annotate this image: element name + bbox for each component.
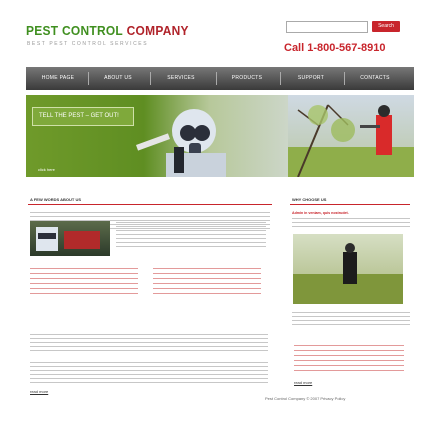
nav-separator — [216, 72, 217, 85]
nav-home[interactable]: HOME PAGE — [41, 75, 75, 81]
why-text — [292, 218, 410, 230]
about-body-text — [116, 222, 266, 250]
sprayer-illustration — [288, 95, 414, 177]
about-extra-text-2 — [30, 362, 268, 386]
why-divider — [290, 204, 410, 205]
read-more-link[interactable]: read more — [30, 389, 49, 394]
hero-more-link[interactable]: click here — [38, 167, 55, 172]
nav-contacts[interactable]: CONTACTS — [360, 75, 390, 81]
logo-word-company: COMPANY — [126, 23, 189, 38]
why-list — [294, 345, 404, 375]
nav-support[interactable]: SUPPORT — [297, 75, 325, 81]
phone-number: Call 1-800-567-8910 — [284, 42, 386, 54]
about-image — [30, 221, 110, 256]
footer-copyright: Pest Control Company © 2007 Privacy Policy — [265, 396, 346, 401]
logo-word-control: CONTROL — [61, 23, 124, 38]
site-logo[interactable] — [26, 23, 189, 38]
hero-tagline-badge[interactable]: TELL THE PEST – GET OUT! — [32, 107, 134, 126]
about-section-title: A FEW WORDS ABOUT US — [30, 197, 82, 202]
nav-separator — [88, 72, 89, 85]
hero-photo-sprayer — [288, 95, 414, 177]
why-read-more-link[interactable]: read more — [294, 380, 313, 385]
nav-separator — [150, 72, 151, 85]
hero-banner — [26, 95, 414, 177]
about-extra-text-1 — [30, 334, 268, 354]
why-text-2 — [292, 312, 410, 326]
nav-about[interactable]: ABOUT US — [104, 75, 132, 81]
search-button[interactable]: Search — [372, 21, 400, 32]
why-lead: Admin in veniam, quis nostrudet. — [292, 211, 349, 215]
logo-word-pest: PEST — [26, 23, 59, 38]
search-input[interactable] — [286, 21, 368, 33]
main-nav — [26, 67, 414, 90]
logo-subtitle: BEST PEST CONTROL SERVICES — [27, 41, 149, 47]
nav-products[interactable]: PRODUCTS — [231, 75, 263, 81]
why-image — [293, 234, 403, 304]
about-list-right — [153, 268, 261, 296]
nav-services[interactable]: SERVICES — [167, 75, 195, 81]
sprayer-field-image — [293, 234, 403, 304]
worker-image — [30, 221, 110, 256]
why-section-title: WHY CHOOSE US — [292, 197, 327, 202]
nav-separator — [280, 72, 281, 85]
nav-separator — [344, 72, 345, 85]
about-list-left — [30, 268, 138, 296]
about-divider — [28, 204, 272, 205]
